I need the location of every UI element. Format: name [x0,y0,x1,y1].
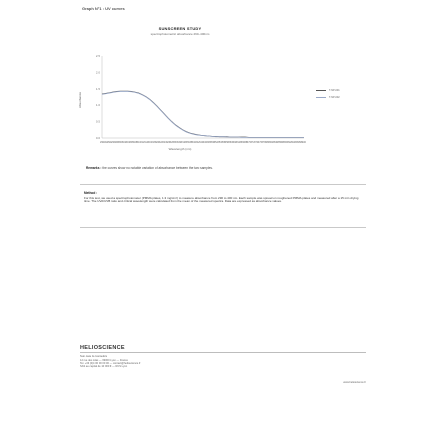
x-tick-label: 306 [129,141,134,144]
series-line [102,91,304,137]
x-tick-label: 390 [283,141,288,144]
x-tick-label: 348 [206,141,211,144]
x-axis-label: Wavelength (nm) [168,147,192,151]
method-text: For this test, we used a spectrophotometer (PMMA plates, 1.3 mg/cm²) to measure absorbance from 290 to 400 nm. Each sample was spread on roughened PMMA plates and measured after a 15 min drying time. The UVA/UVB ratio and critical wavelength were calculated from the mean of the measured spectra. Data are expressed as absorbance values. [84,195,359,204]
y-axis-label: Absorbance [78,92,82,109]
x-tick-label: 328 [169,141,174,144]
x-tick-label: 326 [166,141,171,144]
footer-website-link[interactable]: www.helioscience.fr [343,381,366,384]
legend-label: T-NP-001 [329,89,340,92]
x-tick-label: 354 [217,141,222,144]
footer-line: 12 rue des Lilas — 69000 Lyon — France [80,359,128,362]
x-tick-label: 358 [224,141,229,144]
x-tick-label: 380 [265,141,270,144]
x-tick-label: 346 [202,141,207,144]
x-tick-label: 364 [235,141,240,144]
legend-item [316,94,356,101]
chart-subtitle: spectrophotometric absorbance 290–400nm [150,32,210,36]
x-tick-label: 324 [162,141,167,144]
x-tick-label: 374 [254,141,259,144]
x-tick-label: 310 [136,141,141,144]
footer-tagline: Sun care & cosmetics [80,354,108,358]
x-tick-label: 400 [302,141,306,144]
x-tick-label: 366 [239,141,244,144]
x-tick-label: 344 [199,141,204,144]
y-tick-label: 2.0 [95,70,100,75]
x-tick-label: 384 [272,141,277,144]
x-tick-label: 370 [246,141,251,144]
y-tick-label: 0.5 [95,119,100,124]
x-tick-label: 290 [100,141,104,144]
legend-item [316,87,356,94]
x-tick-label: 298 [114,141,119,144]
y-tick-label: 0.0 [95,136,100,140]
y-tick-label: 1.0 [95,103,100,108]
remarks-label: Remarks : [86,166,102,170]
x-tick-label: 362 [232,141,237,144]
x-tick-label: 332 [177,141,182,144]
graph-number-label: Graph N°1 : UV curves [82,6,125,11]
x-tick-label: 334 [180,141,185,144]
x-tick-label: 368 [243,141,248,144]
x-tick-label: 350 [210,141,215,144]
x-tick-label: 372 [250,141,255,144]
x-tick-label: 388 [279,141,284,144]
legend-swatch [316,90,326,91]
x-tick-label: 314 [144,141,149,144]
uv-curve-chart [80,12,350,162]
x-tick-label: 360 [228,141,233,144]
x-tick-label: 320 [155,141,160,144]
x-tick-label: 296 [111,141,116,144]
x-tick-label: 376 [257,141,262,144]
footer-line: Tel. +33 (0)4 00 00 00 00 — contact@helioscience.fr [80,362,141,366]
remarks [86,166,366,170]
x-tick-label: 292 [103,141,108,144]
x-tick-label: 394 [290,141,295,144]
x-tick-label: 312 [140,141,145,144]
x-tick-label: 398 [298,141,303,144]
x-tick-label: 322 [158,141,163,144]
series-line [102,91,304,137]
x-tick-label: 302 [122,141,127,144]
remarks-text: the curves show no notable variation of absorbance between the two samples. [102,166,213,170]
x-tick-label: 308 [133,141,138,144]
footer [80,345,366,385]
legend-label: T-NP-002 [329,96,340,99]
footer-brand: HELIOSCIENCE [80,345,366,353]
x-tick-label: 340 [191,141,196,144]
x-tick-label: 378 [261,141,266,144]
chart-title: SUNSCREEN STUDY [158,26,202,31]
x-tick-label: 304 [125,141,130,144]
chart-legend [316,87,356,101]
method-section [80,184,366,228]
x-tick-label: 318 [151,141,156,144]
x-tick-label: 386 [276,141,281,144]
x-tick-label: 316 [147,141,152,144]
y-tick-label: 1.5 [95,86,100,91]
y-tick-label: 2.5 [95,54,100,58]
footer-line: SAS au capital de 10 000 € — RCS Lyon [80,365,128,369]
x-tick-label: 336 [184,141,189,144]
x-tick-label: 294 [107,141,112,144]
x-tick-label: 396 [294,141,299,144]
x-tick-label: 338 [188,141,193,144]
x-tick-label: 300 [118,141,123,144]
x-tick-label: 356 [221,141,226,144]
footer-address [80,359,366,369]
x-tick-label: 382 [268,141,273,144]
chart-plot [80,12,310,162]
method-title: Method : [84,191,98,195]
legend-swatch [316,97,326,98]
x-tick-label: 330 [173,141,178,144]
x-tick-label: 352 [213,141,218,144]
x-tick-label: 342 [195,141,200,144]
x-tick-label: 392 [287,141,292,144]
